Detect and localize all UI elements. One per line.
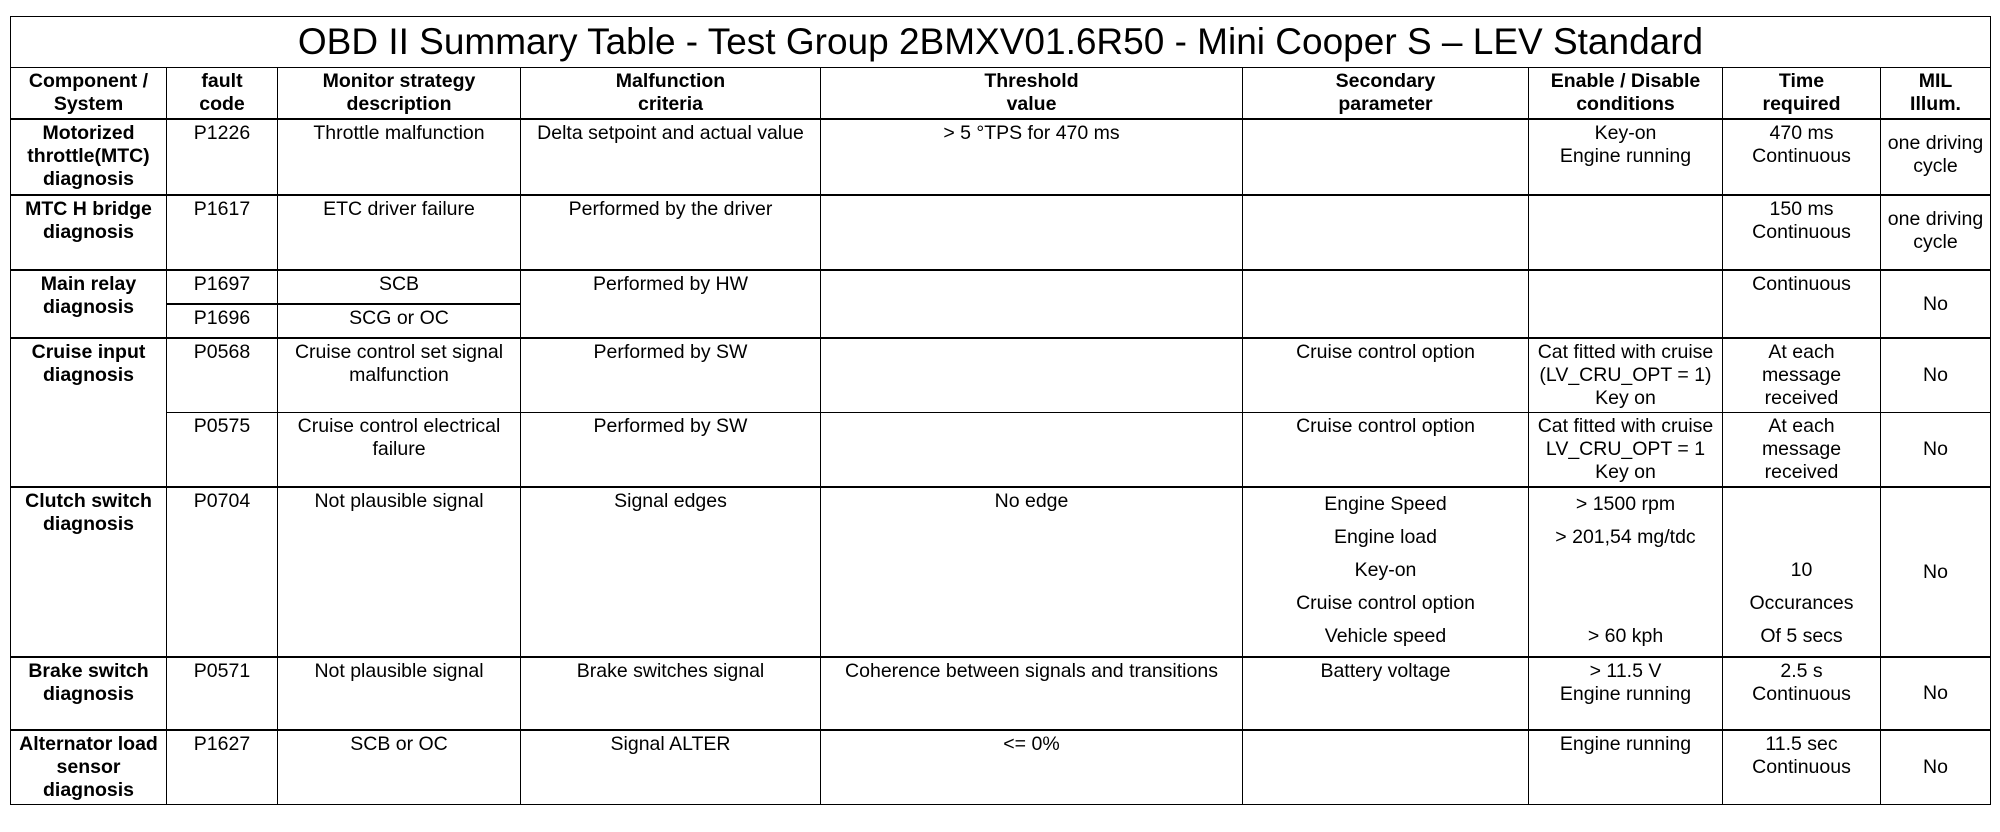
secondary-cell bbox=[1243, 730, 1529, 805]
fault-code-cell: P1226 bbox=[167, 119, 278, 195]
secondary-cell bbox=[1243, 195, 1529, 270]
enable-cell: > 11.5 V Engine running bbox=[1529, 657, 1723, 730]
malfunction-cell: Delta setpoint and actual value bbox=[521, 119, 821, 195]
fault-code-cell: P1697 bbox=[167, 270, 278, 304]
secondary-cell: Cruise control option bbox=[1243, 338, 1529, 413]
fault-code-cell: P0571 bbox=[167, 657, 278, 730]
time-cell: 470 ms Continuous bbox=[1723, 119, 1881, 195]
monitor-cell: SCB or OC bbox=[278, 730, 521, 805]
time-cell: 150 ms Continuous bbox=[1723, 195, 1881, 270]
monitor-cell: Cruise control set signal malfunction bbox=[278, 338, 521, 413]
secondary-cell: Engine Speed Engine load Key-on Cruise control option Vehicle speed bbox=[1243, 487, 1529, 657]
monitor-cell: Throttle malfunction bbox=[278, 119, 521, 195]
table-row bbox=[11, 195, 1991, 270]
title-row bbox=[11, 17, 1991, 68]
table-row bbox=[11, 657, 1991, 730]
table-row bbox=[11, 413, 1991, 488]
table-row bbox=[11, 487, 1991, 657]
header-enable: Enable / Disable conditions bbox=[1529, 68, 1723, 120]
enable-cell: Engine running bbox=[1529, 730, 1723, 805]
threshold-cell: Coherence between signals and transitions bbox=[821, 657, 1243, 730]
time-cell: 2.5 s Continuous bbox=[1723, 657, 1881, 730]
monitor-cell: Not plausible signal bbox=[278, 657, 521, 730]
fault-code-cell: P1696 bbox=[167, 304, 278, 338]
malfunction-cell: Performed by the driver bbox=[521, 195, 821, 270]
monitor-cell: Not plausible signal bbox=[278, 487, 521, 657]
mil-cell: No bbox=[1881, 730, 1991, 805]
component-cell: Main relay diagnosis bbox=[11, 270, 167, 338]
component-cell: Clutch switch diagnosis bbox=[11, 487, 167, 657]
obd-summary-table bbox=[10, 16, 1991, 805]
threshold-cell: > 5 °TPS for 470 ms bbox=[821, 119, 1243, 195]
fault-code-cell: P0568 bbox=[167, 338, 278, 413]
time-cell: 10 Occurances Of 5 secs bbox=[1723, 487, 1881, 657]
malfunction-cell: Signal edges bbox=[521, 487, 821, 657]
time-cell: 11.5 sec Continuous bbox=[1723, 730, 1881, 805]
header-time: Time required bbox=[1723, 68, 1881, 120]
malfunction-cell: Brake switches signal bbox=[521, 657, 821, 730]
header-row bbox=[11, 68, 1991, 120]
malfunction-cell: Performed by HW bbox=[521, 270, 821, 338]
monitor-cell: SCG or OC bbox=[278, 304, 521, 338]
monitor-cell: SCB bbox=[278, 270, 521, 304]
monitor-cell: ETC driver failure bbox=[278, 195, 521, 270]
table-row bbox=[11, 119, 1991, 195]
malfunction-cell: Performed by SW bbox=[521, 413, 821, 488]
enable-cell: Cat fitted with cruise (LV_CRU_OPT = 1) Key on bbox=[1529, 338, 1723, 413]
header-fault-code: fault code bbox=[167, 68, 278, 120]
fault-code-cell: P0704 bbox=[167, 487, 278, 657]
threshold-cell bbox=[821, 413, 1243, 488]
header-component: Component / System bbox=[11, 68, 167, 120]
malfunction-cell: Signal ALTER bbox=[521, 730, 821, 805]
obd-summary-document bbox=[10, 16, 1990, 805]
enable-cell bbox=[1529, 270, 1723, 338]
table-row bbox=[11, 730, 1991, 805]
mil-cell: No bbox=[1881, 413, 1991, 488]
component-cell: Cruise input diagnosis bbox=[11, 338, 167, 487]
time-cell: At each message received bbox=[1723, 413, 1881, 488]
header-threshold: Threshold value bbox=[821, 68, 1243, 120]
enable-cell: > 1500 rpm > 201,54 mg/tdc > 60 kph bbox=[1529, 487, 1723, 657]
fault-code-cell: P0575 bbox=[167, 413, 278, 488]
mil-cell: No bbox=[1881, 487, 1991, 657]
enable-cell: Key-on Engine running bbox=[1529, 119, 1723, 195]
component-cell: MTC H bridge diagnosis bbox=[11, 195, 167, 270]
mil-cell: No bbox=[1881, 338, 1991, 413]
header-secondary: Secondary parameter bbox=[1243, 68, 1529, 120]
fault-code-cell: P1627 bbox=[167, 730, 278, 805]
component-cell: Motorized throttle(MTC) diagnosis bbox=[11, 119, 167, 195]
component-cell: Brake switch diagnosis bbox=[11, 657, 167, 730]
header-monitor: Monitor strategy description bbox=[278, 68, 521, 120]
mil-cell: one driving cycle bbox=[1881, 119, 1991, 195]
table-title: OBD II Summary Table - Test Group 2BMXV01.6R50 - Mini Cooper S – LEV Standard bbox=[11, 17, 1991, 68]
header-mil: MIL Illum. bbox=[1881, 68, 1991, 120]
mil-cell: No bbox=[1881, 657, 1991, 730]
malfunction-cell: Performed by SW bbox=[521, 338, 821, 413]
secondary-cell: Cruise control option bbox=[1243, 413, 1529, 488]
mil-cell: No bbox=[1881, 270, 1991, 338]
header-malfunction: Malfunction criteria bbox=[521, 68, 821, 120]
threshold-cell bbox=[821, 270, 1243, 338]
threshold-cell: <= 0% bbox=[821, 730, 1243, 805]
secondary-cell: Battery voltage bbox=[1243, 657, 1529, 730]
threshold-cell: No edge bbox=[821, 487, 1243, 657]
threshold-cell bbox=[821, 338, 1243, 413]
mil-cell: one driving cycle bbox=[1881, 195, 1991, 270]
table-row bbox=[11, 338, 1991, 413]
enable-cell: Cat fitted with cruise LV_CRU_OPT = 1 Key on bbox=[1529, 413, 1723, 488]
threshold-cell bbox=[821, 195, 1243, 270]
time-cell: At each message received bbox=[1723, 338, 1881, 413]
secondary-cell bbox=[1243, 119, 1529, 195]
component-cell: Alternator load sensor diagnosis bbox=[11, 730, 167, 805]
table-row bbox=[11, 270, 1991, 304]
time-cell: Continuous bbox=[1723, 270, 1881, 338]
secondary-cell bbox=[1243, 270, 1529, 338]
fault-code-cell: P1617 bbox=[167, 195, 278, 270]
monitor-cell: Cruise control electrical failure bbox=[278, 413, 521, 488]
enable-cell bbox=[1529, 195, 1723, 270]
